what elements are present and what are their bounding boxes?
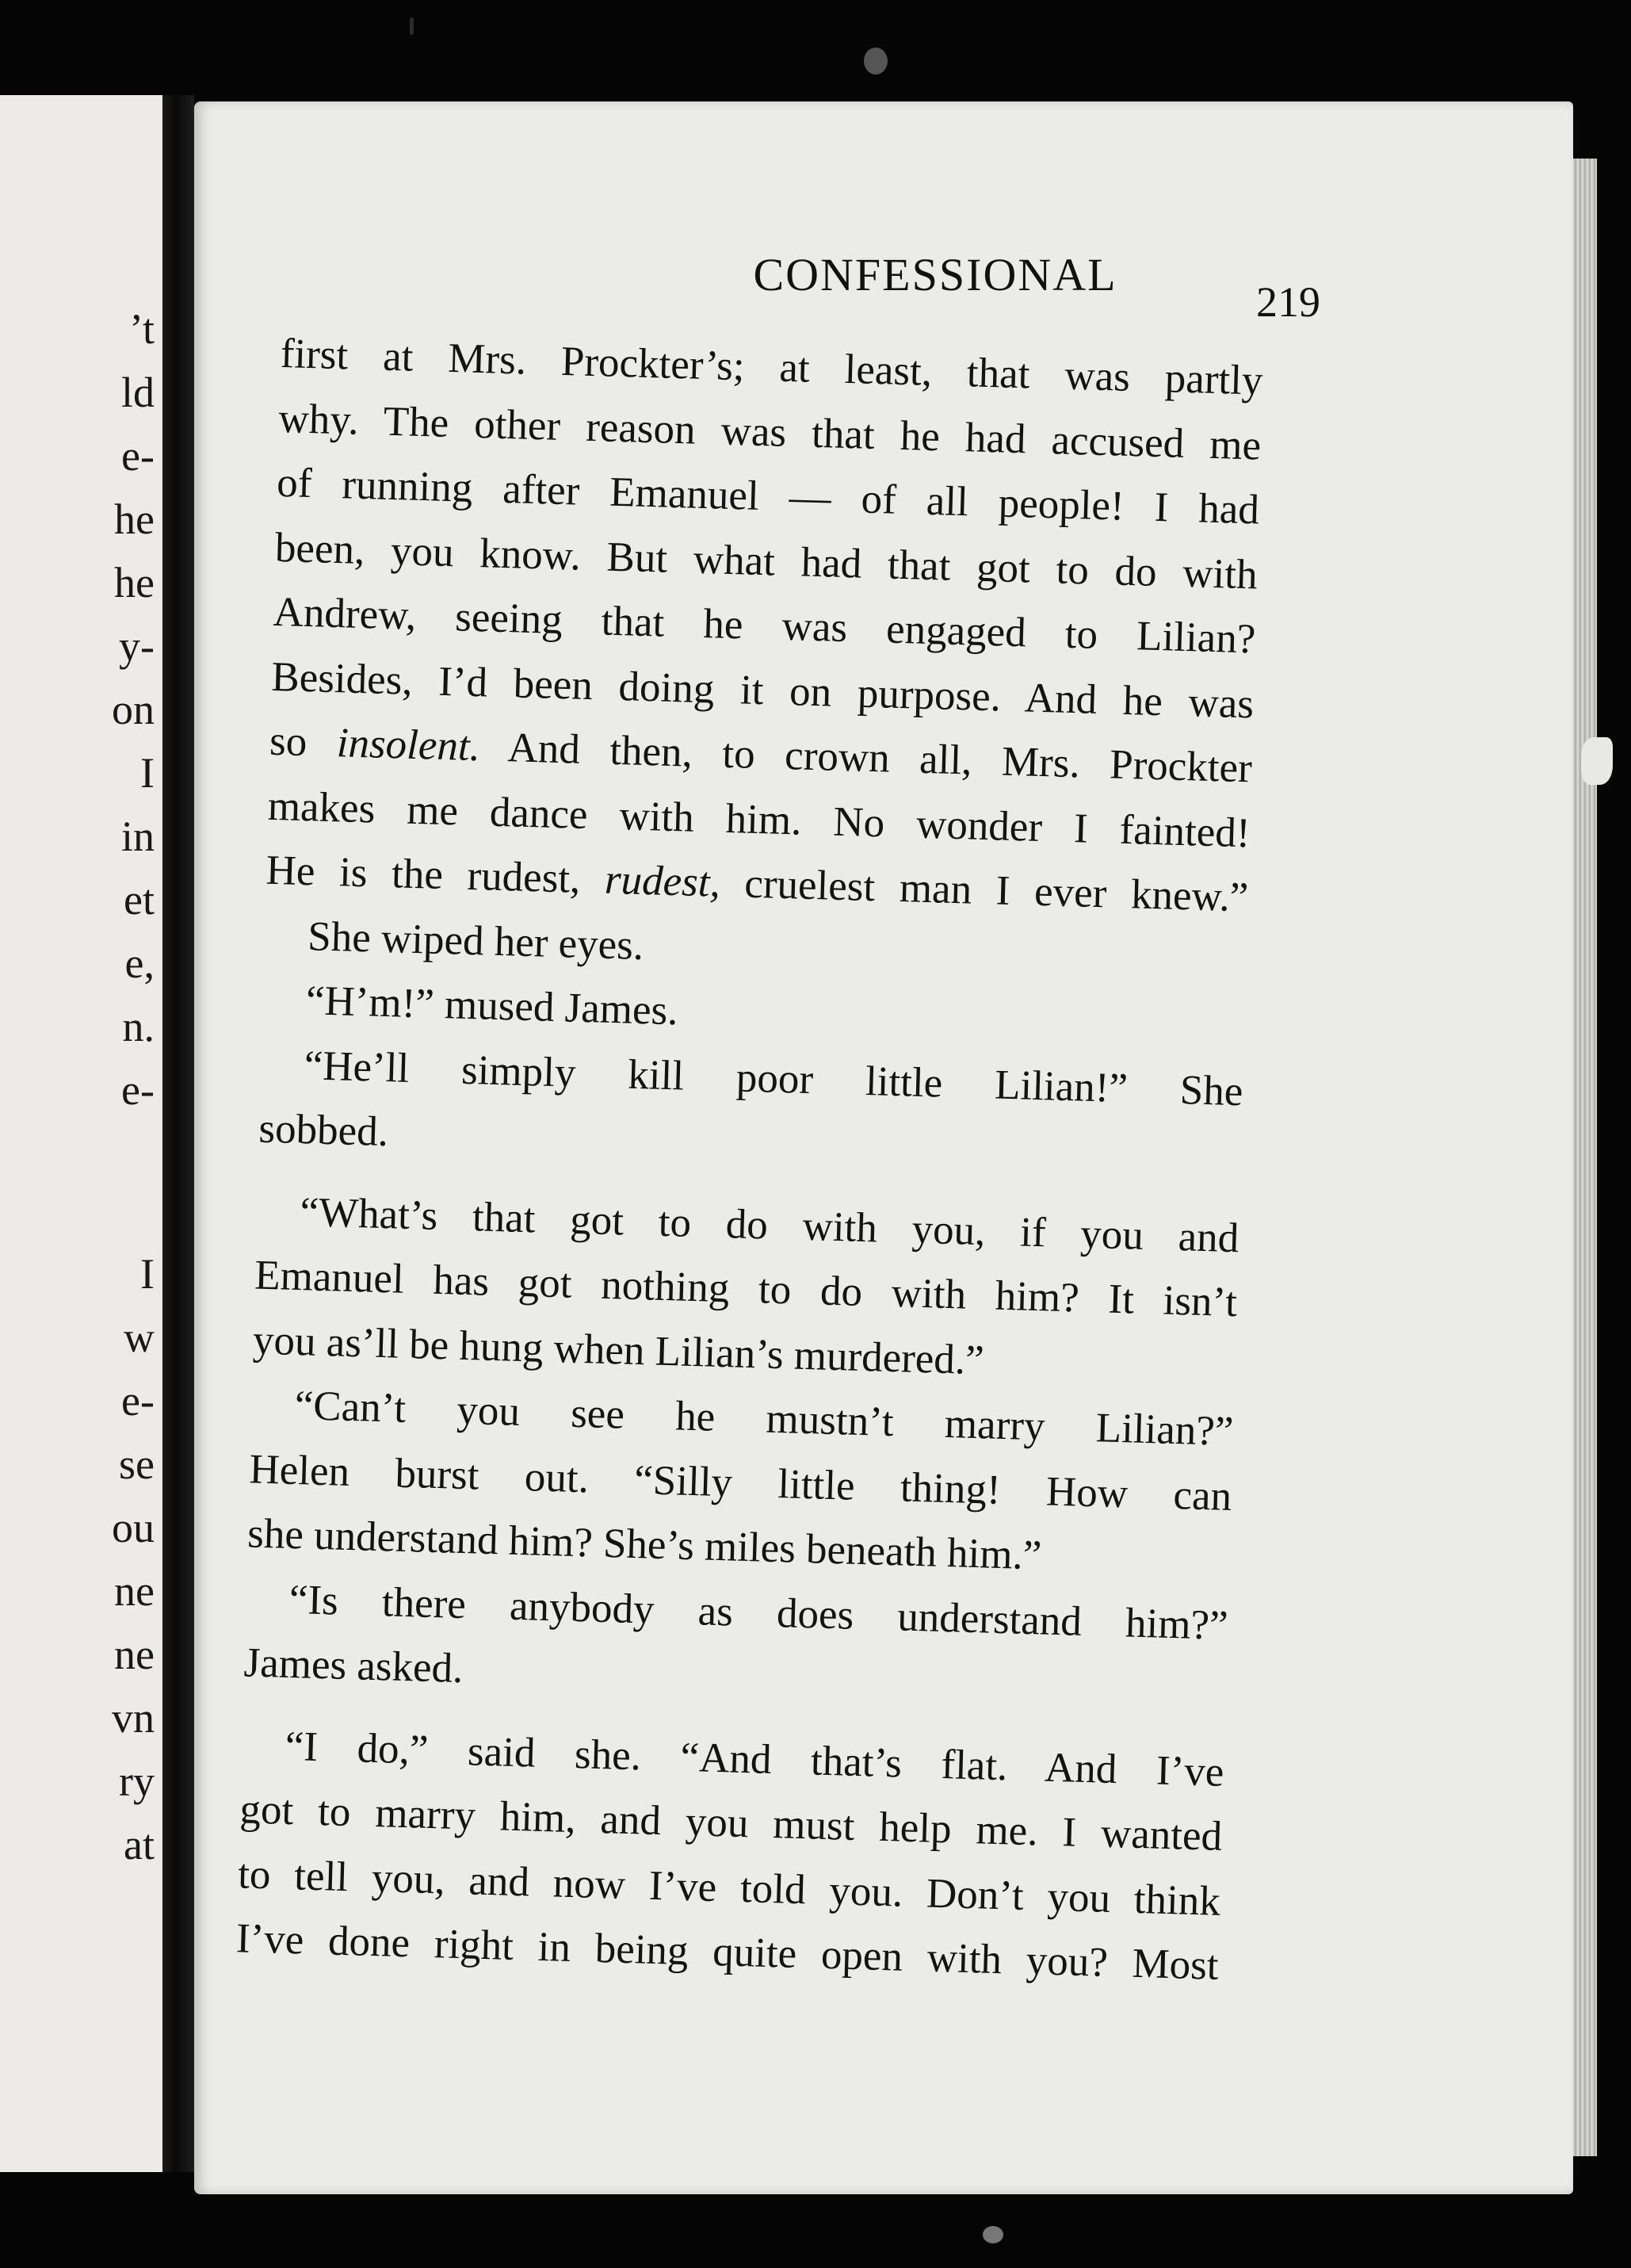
scan-speck xyxy=(864,48,888,75)
text-line: why. The other reason was that he had accused me xyxy=(277,395,1262,469)
page-stack-edge xyxy=(1573,159,1597,2156)
facing-page-left xyxy=(0,95,165,2172)
text-line: “What’s that got to do with you, if you and xyxy=(299,1188,1240,1261)
left-fragment: on xyxy=(112,686,155,733)
scan-speck xyxy=(410,17,414,35)
left-fragment: ne xyxy=(114,1631,155,1678)
left-fragment: ry xyxy=(119,1757,155,1805)
text-line: she understand him? She’s miles beneath him.” xyxy=(246,1510,1043,1579)
text-line: you as’ll be hung when Lilian’s murdered.” xyxy=(252,1317,985,1383)
text-line: of running after Emanuel — of all people! I had xyxy=(276,459,1260,534)
left-fragment: e- xyxy=(121,1377,155,1425)
text-line: “He’ll simply kill poor little Lilian!” She xyxy=(304,1042,1244,1115)
emphasis: rudest, xyxy=(604,856,721,906)
left-fragment: se xyxy=(119,1440,155,1488)
text-line: got to marry him, and you must help me. I wanted xyxy=(239,1786,1223,1860)
body-text xyxy=(235,322,1351,2001)
left-fragment: e, xyxy=(124,939,155,987)
left-fragment: e- xyxy=(121,432,155,480)
text-line: I’ve done right in being quite open with you? Most xyxy=(235,1915,1220,1989)
left-fragment: ou xyxy=(112,1504,155,1551)
text-line: Helen burst out. “Silly little thing! How can xyxy=(248,1445,1232,1520)
text-line: “I do,” said she. “And that’s flat. And I’ve xyxy=(285,1723,1225,1796)
left-fragment: at xyxy=(124,1821,155,1868)
text-line: James asked. xyxy=(243,1639,464,1692)
running-head: CONFESSIONAL xyxy=(753,249,1117,300)
left-fragment: he xyxy=(114,495,155,543)
left-fragment: I xyxy=(140,1250,155,1298)
text-line: makes me dance with him. No wonder I fainted! xyxy=(267,782,1251,856)
left-fragment: ’t xyxy=(128,305,155,353)
left-fragment: y- xyxy=(119,622,155,670)
left-fragment: in xyxy=(120,813,155,860)
left-fragment: he xyxy=(114,559,155,606)
text-line: to tell you, and now I’ve told you. Don’t you think xyxy=(237,1850,1221,1925)
text-line: so insolent. And then, to crown all, Mrs. Prockter xyxy=(269,717,1253,792)
text-line: first at Mrs. Prockter’s; at least, that was partly xyxy=(280,330,1264,404)
text-line: Emanuel has got nothing to do with him? It isn’t xyxy=(254,1252,1238,1326)
left-fragment: n. xyxy=(122,1003,155,1050)
text-line: been, you know. But what had that got to do with xyxy=(274,524,1259,599)
scan-speck xyxy=(983,2226,1003,2243)
text-line: “Can’t you see he mustn’t marry Lilian?” xyxy=(294,1383,1235,1455)
page-number: 219 xyxy=(1256,278,1320,326)
text-line: She wiped her eyes. xyxy=(307,912,644,969)
left-fragment: et xyxy=(124,876,155,924)
left-fragment: vn xyxy=(112,1694,155,1742)
text-line: “Is there anybody as does understand him?” xyxy=(288,1576,1229,1649)
left-fragment: w xyxy=(124,1314,155,1361)
book-gutter xyxy=(162,95,194,2172)
text-line: Andrew, seeing that he was engaged to Lilian? xyxy=(272,588,1257,663)
text-line: He is the rudest, rudest, cruelest man I ever knew.” xyxy=(265,847,1249,921)
left-fragment: ld xyxy=(120,369,155,416)
page-right xyxy=(194,101,1573,2194)
left-fragment: ne xyxy=(114,1567,155,1615)
emphasis: insolent. xyxy=(336,720,481,771)
scan-speck xyxy=(1581,737,1613,785)
text-line: sobbed. xyxy=(258,1105,389,1156)
text-line: Besides, I’d been doing it on purpose. And he was xyxy=(270,653,1255,727)
left-fragment: I xyxy=(140,749,155,797)
left-fragment: e- xyxy=(121,1066,155,1114)
text-line: “H’m!” mused James. xyxy=(305,977,679,1035)
